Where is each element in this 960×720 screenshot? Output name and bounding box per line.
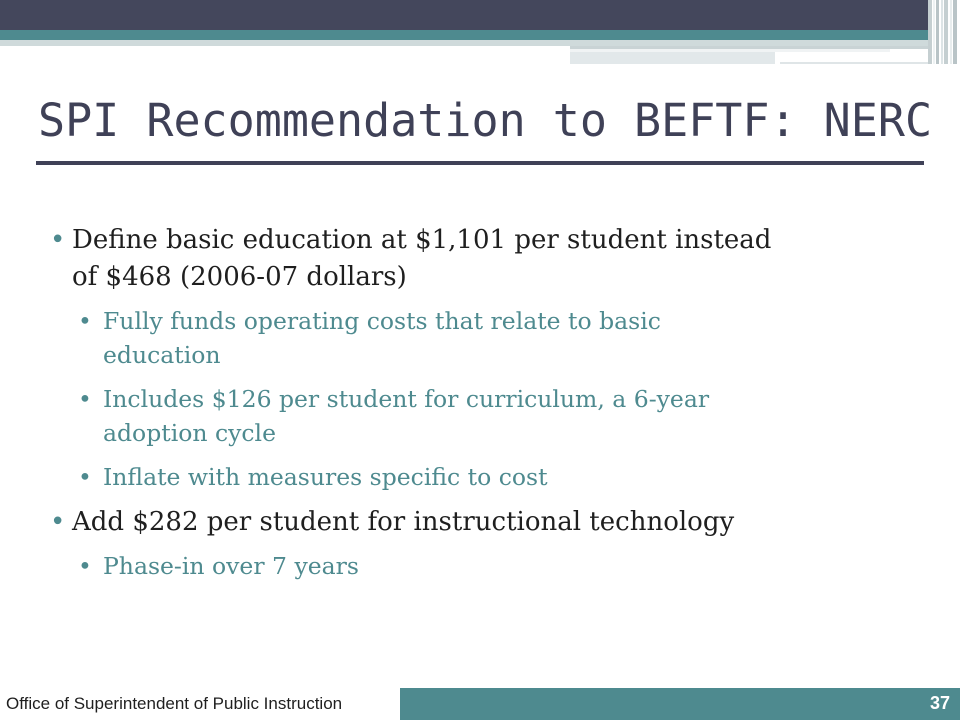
- header-teal-bar: [0, 30, 928, 40]
- bullet-dot-icon: •: [50, 507, 66, 537]
- header-vertical-line: [936, 0, 939, 64]
- header-vertical-line: [944, 0, 948, 64]
- sub-bullet-text: Includes $126 per student for curriculum, a 6-year: [103, 385, 710, 413]
- sub-bullet-item: [50, 304, 930, 372]
- bullet-text: Define basic education at $1,101 per student instead: [72, 225, 772, 255]
- footer-organization: Office of Superintendent of Public Instruction: [6, 694, 343, 713]
- slide-footer: [0, 688, 960, 720]
- slide-title: SPI Recommendation to BEFTF: NERC: [38, 94, 933, 147]
- bullet-text: of $468 (2006-07 dollars): [72, 262, 407, 292]
- header-vertical-line: [941, 0, 943, 64]
- header-dark-bar: [0, 0, 928, 30]
- header-vertical-line: [928, 0, 932, 64]
- header-accent-line: [780, 62, 928, 64]
- sub-bullet-item: [50, 549, 930, 583]
- title-underline: [36, 161, 924, 165]
- sub-bullet-item: [50, 382, 930, 450]
- sub-bullet-text: Inflate with measures specific to cost: [103, 463, 548, 491]
- bullet-dot-icon: •: [50, 225, 66, 255]
- sub-bullet-item: [50, 460, 930, 494]
- bullet-dot-icon: •: [78, 307, 92, 335]
- bullet-dot-icon: •: [78, 385, 92, 413]
- sub-bullet-text: adoption cycle: [103, 419, 276, 447]
- header-accent-block: [570, 52, 775, 64]
- header-vertical-line: [950, 0, 952, 64]
- bullet-item: [50, 504, 930, 541]
- bullet-dot-icon: •: [78, 552, 92, 580]
- page-number: 37: [929, 693, 950, 713]
- bullet-item: [50, 222, 930, 296]
- slide-content: [50, 222, 930, 593]
- bullet-dot-icon: •: [78, 463, 92, 491]
- header-vertical-line: [933, 0, 935, 64]
- sub-bullet-text: education: [103, 341, 221, 369]
- header-vertical-line: [953, 0, 957, 64]
- sub-bullet-text: Phase-in over 7 years: [103, 552, 359, 580]
- sub-bullet-text: Fully funds operating costs that relate to basic: [103, 307, 661, 335]
- bullet-text: Add $282 per student for instructional technology: [72, 507, 735, 537]
